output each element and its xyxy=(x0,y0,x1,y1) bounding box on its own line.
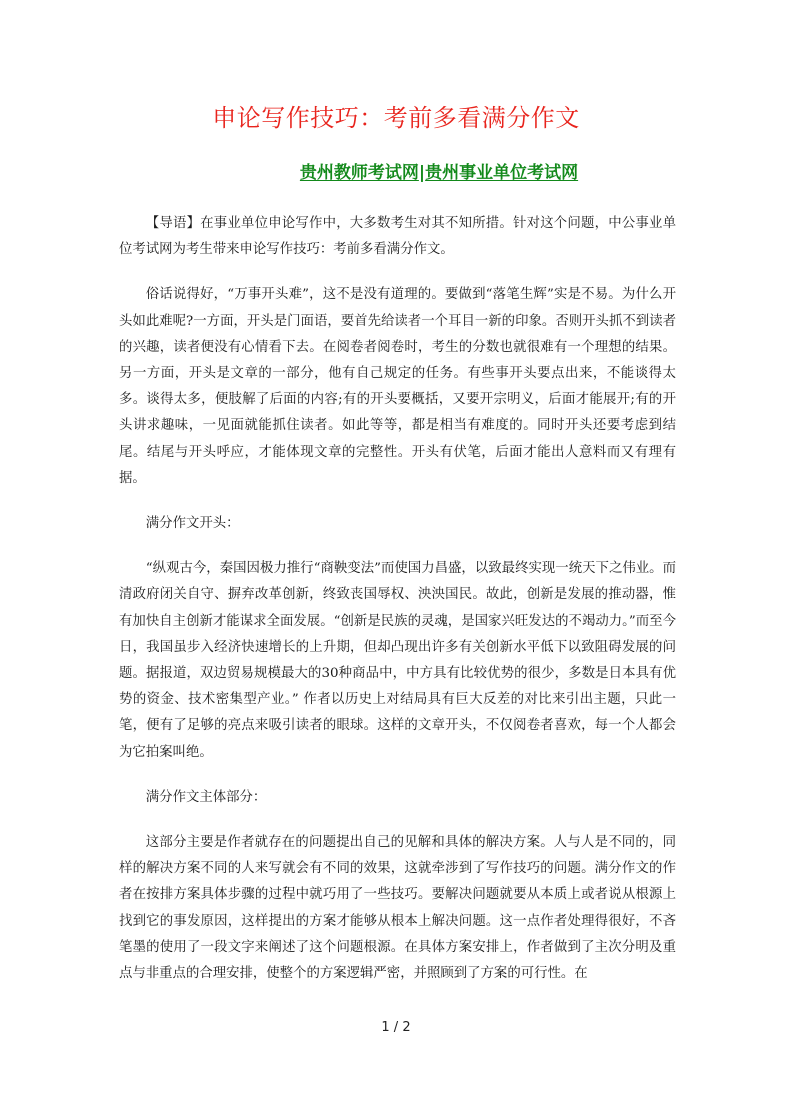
source-link-teacher-exam[interactable]: 贵州教师考试网 xyxy=(299,163,419,183)
intro-paragraph: 【导语】在事业单位申论写作中，大多数考生对其不知所措。针对这个问题，中公事业单位考试网为考生带来申论写作技巧：考前多看满分作文。 xyxy=(119,216,676,258)
source-link-public-institution-exam[interactable]: 贵州事业单位考试网 xyxy=(425,163,579,183)
page-title: 申论写作技巧：考前多看满分作文 xyxy=(212,104,580,132)
body-paragraph: “纵观古今，秦国因极力推行“商鞅变法”而使国力昌盛，以致最终实现一统天下之伟业。而清政府闭关自守、摒弃改革创新，终致丧国辱权、泱泱国民。故此，创新是发展的推动器，惟有加快自主创新才能谋求全面发展。“创新是民族的灵魂，是国家兴旺发达的不竭动力。”而至今日，我国虽步入经济快速增长的上升期，但却凸现出许多有关创新水平低下以致阻碍发展的问题。据报道，双边贸易规模最大的30种商品中，中方具有比较优势的很少，多数是日本具有优势的资金、技术密集型产业。” 作者以历史上对结局具有巨大反差的对比来引出主题，只此一笔，便有了足够的亮点来吸引读者的眼球。这样的文章开头，不仅阅卷者喜欢，每一个人都会为它拍案叫绝。 xyxy=(119,561,676,760)
page-number: 1 / 2 xyxy=(381,1020,411,1035)
body-paragraph: 这部分主要是作者就存在的问题提出自己的见解和具体的解决方案。人与人是不同的，同样的解决方案不同的人来写就会有不同的效果，这就牵涉到了写作技巧的问题。满分作文的作者在按排方案具体步骤的过程中就巧用了一些技巧。要解决问题就要从本质上或者说从根源上找到它的事发原因，这样提出的方案才能够从根本上解决问题。这一点作者处理得很好，不吝笔墨的使用了一段文字来阐述了这个问题根源。在具体方案安排上，作者做到了主次分明及重点与非重点的合理安排，使整个的方案逻辑严密，并照顾到了方案的可行性。在 xyxy=(119,835,676,982)
source-separator: | xyxy=(418,163,426,183)
article-body xyxy=(119,211,676,987)
body-paragraph: 俗话说得好，“万事开头难”，这不是没有道理的。要做到“落笔生辉”实是不易。为什么开头如此难呢?一方面，开头是门面语，要首先给读者一个耳目一新的印象。否则开头抓不到读者的兴趣，读者便没有心情看下去。在阅卷者阅卷时，考生的分数也就很难有一个理想的结果。另一方面，开头是文章的一部分，他有自己规定的任务。有些事开头要点出来，不能谈得太多。谈得太多，便肢解了后面的内容;有的开头要概括，又要开宗明义，后面才能展开;有的开头讲求趣味，一见面就能抓住读者。如此等等，都是相当有难度的。同时开头还要考虑到结尾。结尾与开头呼应，才能体现文章的完整性。开头有伏笔，后面才能出人意料而又有理有据。 xyxy=(119,287,676,486)
source-links xyxy=(0,160,792,186)
section-heading-main-body: 满分作文主体部分： xyxy=(145,789,267,805)
section-heading-opening: 满分作文开头： xyxy=(145,516,240,532)
